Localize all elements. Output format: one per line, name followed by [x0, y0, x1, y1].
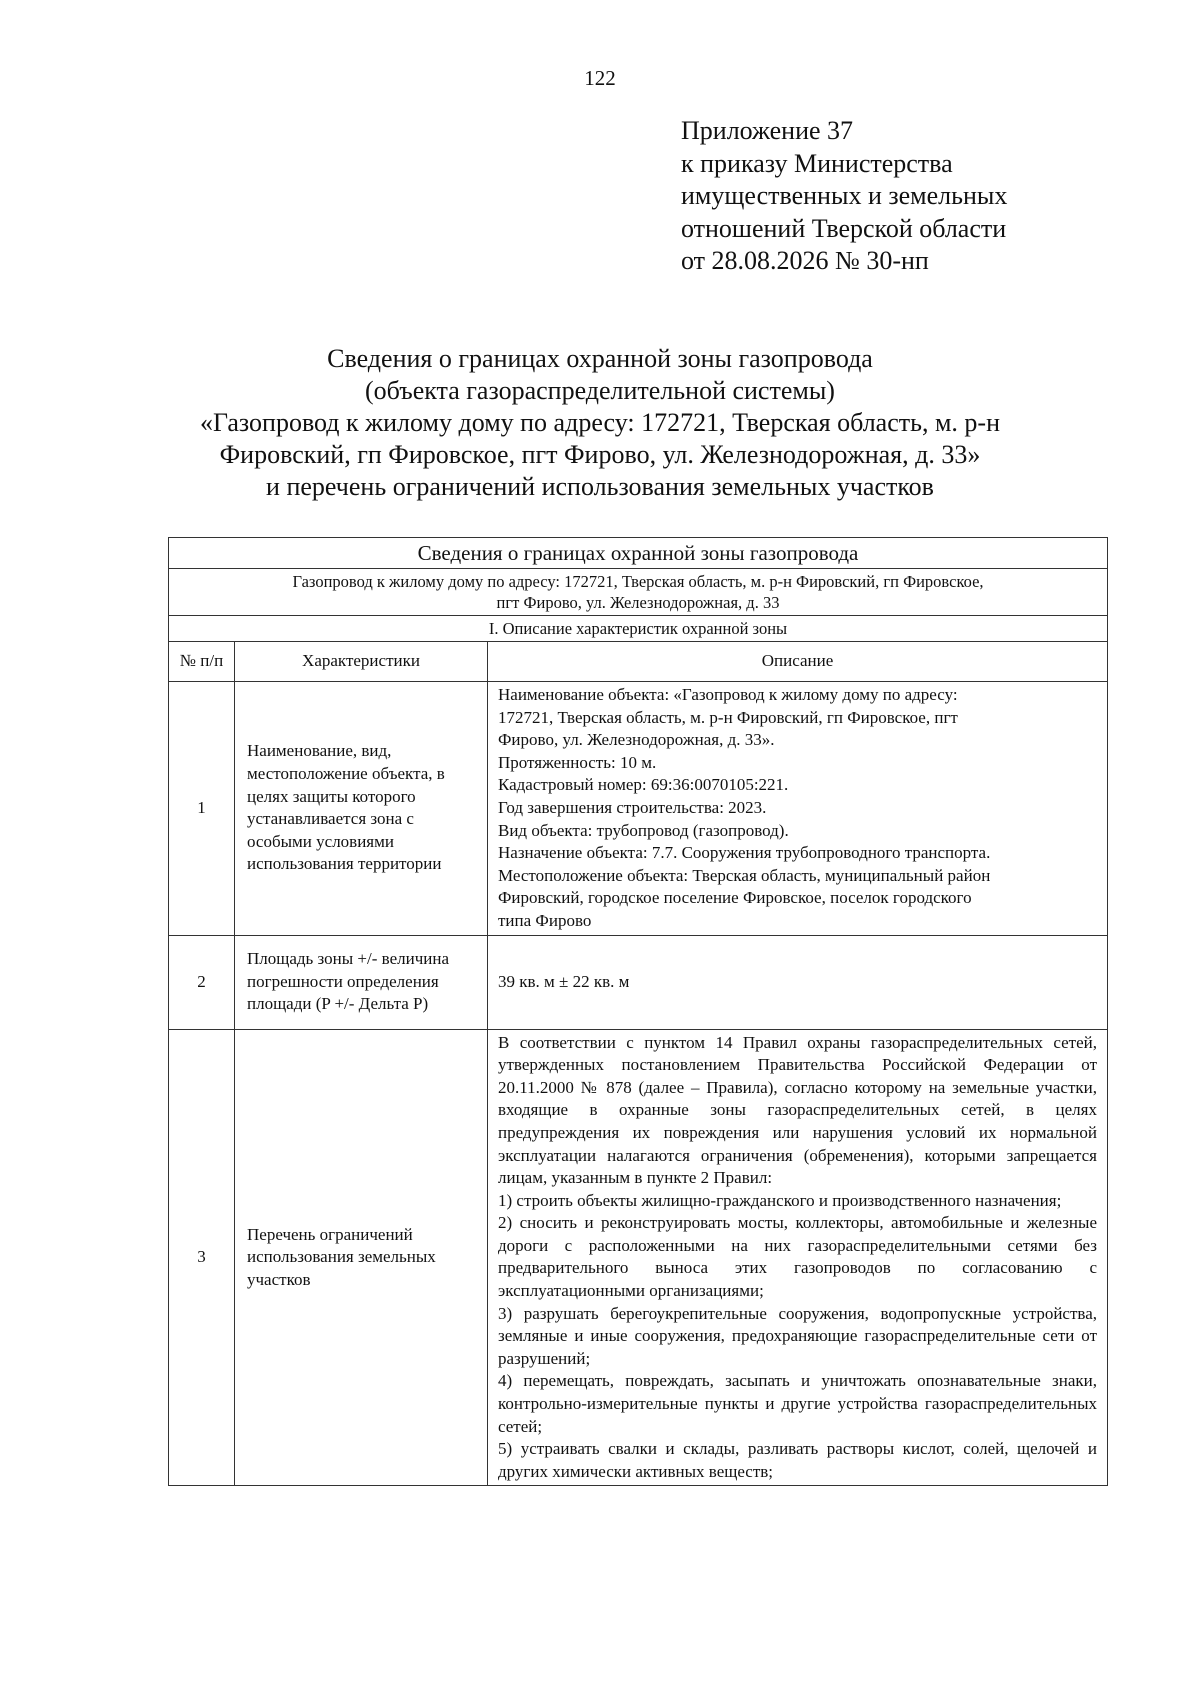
restriction-paragraph: 2) сносить и реконструировать мосты, коллекторы, автомобильные и железные дороги с расположенными на них газораспределительными сетями без предварительного выноса этих газопроводов по согласованию с эксплуатационными организациями; — [498, 1213, 1097, 1301]
title-line: (объекта газораспределительной системы) — [365, 376, 835, 405]
appendix-line: от 28.08.2026 № 30-нп — [681, 246, 929, 275]
table-main-header: Сведения о границах охранной зоны газопровода — [169, 538, 1108, 569]
table-row — [169, 682, 1108, 936]
description-line: Фирово, ул. Железнодорожная, д. 33». — [498, 730, 775, 750]
row-number: 2 — [169, 935, 235, 1029]
row-description — [488, 682, 1108, 936]
appendix-line: имущественных и земельных — [681, 181, 1008, 210]
column-header-row — [169, 642, 1108, 682]
row-characteristic: Площадь зоны +/- величина погрешности определения площади (P +/- Дельта P) — [235, 935, 488, 1029]
column-header-characteristics: Характеристики — [235, 642, 488, 682]
row-description — [488, 1029, 1108, 1486]
description-line: Вид объекта: трубопровод (газопровод). — [498, 820, 789, 840]
row-number: 3 — [169, 1029, 235, 1486]
description-line: Кадастровый номер: 69:36:0070105:221. — [498, 775, 789, 795]
description-line: Год завершения строительства: 2023. — [498, 797, 767, 817]
document-title — [100, 343, 1100, 503]
column-header-number: № п/п — [169, 642, 235, 682]
table-header-row — [169, 538, 1108, 569]
title-line: Фировский, гп Фировское, пгт Фирово, ул. Железнодорожная, д. 33» — [219, 440, 981, 469]
section-title: I. Описание характеристик охранной зоны — [169, 616, 1108, 642]
restriction-paragraph: 3) разрушать берегоукрепительные сооружения, водопропускные устройства, земляные и иные сооружения, предохраняющие газораспределительные сети от разрушений; — [498, 1303, 1097, 1368]
appendix-line: отношений Тверской области — [681, 213, 1007, 243]
restriction-paragraph: 1) строить объекты жилищно-гражданского и производственного назначения; — [498, 1190, 1062, 1210]
appendix-line: Приложение 37 — [681, 116, 854, 145]
table-section-row — [169, 616, 1108, 642]
description-line: Назначение объекта: 7.7. Сооружения трубопроводного транспорта. — [498, 843, 991, 863]
object-header-line: Газопровод к жилому дому по адресу: 172721, Тверская область, м. р-н Фировский, гп Фировское, — [292, 572, 984, 591]
object-header-line: пгт Фирово, ул. Железнодорожная, д. 33 — [496, 593, 780, 612]
title-line: и перечень ограничений использования земельных участков — [266, 472, 934, 501]
title-line: Сведения о границах охранной зоны газопровода — [327, 344, 873, 373]
restriction-paragraph: 5) устраивать свалки и склады, разливать растворы кислот, солей, щелочей и других химически активных веществ; — [498, 1439, 1097, 1481]
description-line: Местоположение объекта: Тверская область, муниципальный район — [498, 865, 991, 885]
description-line: типа Фирово — [498, 910, 592, 930]
restriction-paragraph: В соответствии с пунктом 14 Правил охраны газораспределительных сетей, утвержденных постановлением Правительства Российской Федерации от 20.11.2000 № 878 (далее – Правила), согласно которому на земельные участки, входящие в охранные зоны газораспределительных сетей, в целях предупреждения их повреждения или нарушения условий их нормальной эксплуатации налагаются ограничения (обременения), которыми запрещается лицам, указанным в пункте 2 Правил: — [498, 1032, 1097, 1188]
row-characteristic: Наименование, вид, местоположение объекта, в целях защиты которого устанавливается зона с особыми условиями использования территории — [235, 682, 488, 936]
table-row — [169, 1029, 1108, 1486]
zone-info-table — [168, 537, 1108, 1486]
title-line: «Газопровод к жилому дому по адресу: 172721, Тверская область, м. р-н — [199, 408, 1001, 437]
row-number: 1 — [169, 682, 235, 936]
row-characteristic: Перечень ограничений использования земельных участков — [235, 1029, 488, 1486]
description-line: Протяженность: 10 м. — [498, 752, 657, 772]
restriction-paragraph: 4) перемещать, повреждать, засыпать и уничтожать опознавательные знаки, контрольно-измерительные пункты и другие устройства газораспределительных сетей; — [498, 1371, 1097, 1436]
table-object-row — [169, 569, 1108, 616]
page-number: 122 — [584, 66, 616, 90]
appendix-block — [681, 115, 1161, 278]
description-line: Фировский, городское поселение Фировское, поселок городского — [498, 888, 972, 908]
description-line: 172721, Тверская область, м. р-н Фировский, гп Фировское, пгт — [498, 707, 958, 727]
description-line: Наименование объекта: «Газопровод к жилому дому по адресу: — [498, 685, 958, 704]
table-object-header — [169, 569, 1108, 616]
column-header-description: Описание — [488, 642, 1108, 682]
appendix-line: к приказу Министерства — [681, 148, 953, 178]
row-description: 39 кв. м ± 22 кв. м — [488, 935, 1108, 1029]
table-row — [169, 935, 1108, 1029]
